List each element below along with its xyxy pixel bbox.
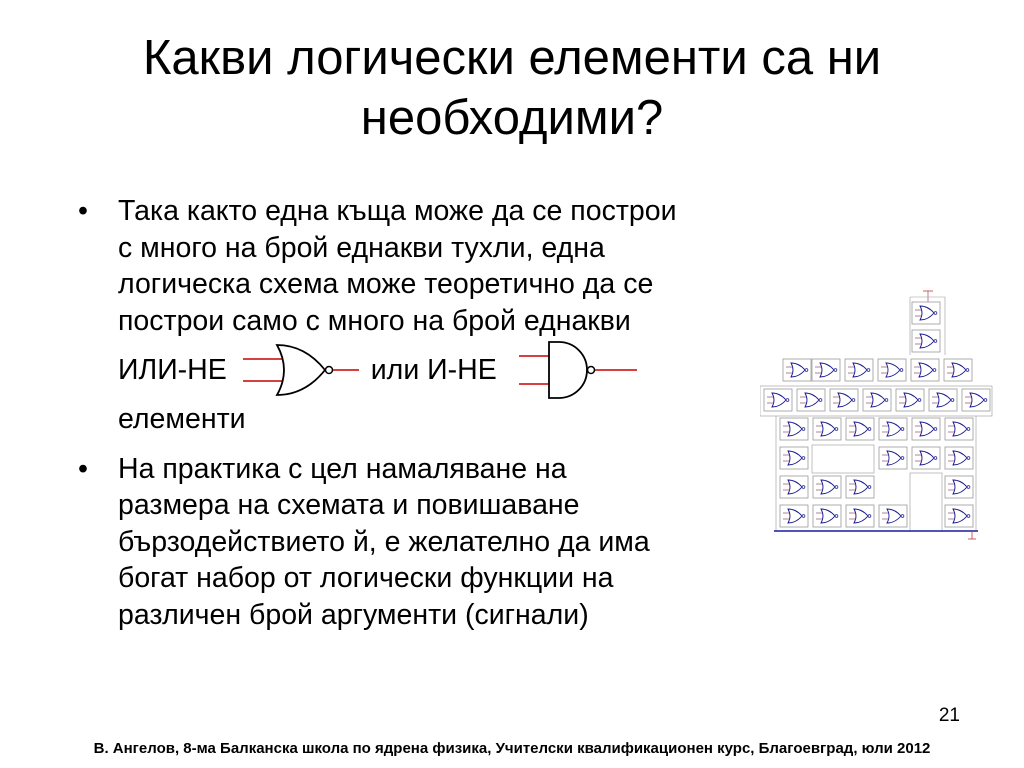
nor-output-bubble [325, 367, 332, 374]
bullet-line: размера на схемата и повишаване [118, 489, 580, 521]
gate-cell [780, 447, 808, 469]
gate-cell-bubble [868, 486, 871, 489]
gate-cell [945, 418, 973, 440]
gate-cell [783, 359, 811, 381]
gate-cell [878, 359, 906, 381]
nand-gate-icon [517, 339, 639, 401]
gate-cell [911, 359, 939, 381]
gate-cell [879, 447, 907, 469]
bullet-line: богат набор от логически функции на [118, 562, 614, 594]
gate-cell-bubble [967, 515, 970, 518]
gate-cell [944, 359, 972, 381]
title-line-1: Какви логически елементи са ни [142, 31, 882, 85]
gate-cell [863, 389, 891, 411]
gate-cell [846, 476, 874, 498]
gate-cell [912, 302, 940, 324]
gate-cell [879, 505, 907, 527]
gate-cell-bubble [966, 369, 969, 372]
nor-gate-body [277, 345, 325, 395]
gate-cell [896, 389, 924, 411]
gate-cell-bubble [967, 428, 970, 431]
gate-cell [879, 418, 907, 440]
slide-title [40, 28, 984, 148]
bullet-line: елементи [118, 403, 246, 435]
gate-cell [780, 505, 808, 527]
gate-cell [830, 389, 858, 411]
gate-cell-bubble [934, 312, 937, 315]
gate-cell-bubble [951, 399, 954, 402]
bullet-line: Така както една къща може да се построи [118, 195, 677, 227]
gate-house-icon [760, 285, 1000, 545]
bullet-line: логическа схема може теоретично да се [118, 268, 654, 300]
gate-cell-bubble [802, 428, 805, 431]
gate-cell [780, 476, 808, 498]
gate-cell-bubble [901, 515, 904, 518]
door-frame [910, 473, 942, 531]
bullet-item-1 [78, 193, 778, 438]
gate-cell-bubble [852, 399, 855, 402]
gate-cell-bubble [918, 399, 921, 402]
gate-cell-bubble [901, 457, 904, 460]
gate-cell-bubble [835, 428, 838, 431]
footer-credit: В. Ангелов, 8-ма Балканска школа по ядрена физика, Учителски квалификационен курс, Благоевград, юли 2012 [93, 740, 931, 757]
gate-cell-bubble [835, 486, 838, 489]
gate-cell [813, 476, 841, 498]
nand-gate-body [549, 342, 587, 398]
gate-cell [912, 447, 940, 469]
bullet-list [78, 193, 778, 646]
gate-cell-bubble [967, 486, 970, 489]
gate-cell-bubble [868, 428, 871, 431]
gate-cell [846, 505, 874, 527]
gate-cell [846, 418, 874, 440]
gate-cell [912, 330, 940, 352]
bullet-line: различен брой аргументи (сигнали) [118, 598, 589, 631]
bullet-line-with-gates [118, 339, 778, 401]
gate-cell-bubble [984, 399, 987, 402]
bullet-line: с много на брой еднакви тухли, една [118, 231, 605, 264]
gate-cell [797, 389, 825, 411]
gate-cell-bubble [819, 399, 822, 402]
gate-cell-bubble [934, 428, 937, 431]
gate-cell [813, 418, 841, 440]
bullet-item-2 [78, 451, 778, 634]
gate-cell-bubble [802, 457, 805, 460]
bullet-line: На практика с цел намаляване на [118, 452, 567, 485]
bullet-line: бързодействието й, е желателно да има [118, 525, 650, 558]
nor-gate-icon [241, 342, 361, 398]
gate-cell [764, 389, 792, 411]
gate-cell-bubble [835, 515, 838, 518]
nand-output-bubble [587, 367, 594, 374]
gate-cell [945, 505, 973, 527]
gate-cell [812, 359, 840, 381]
nor-label: ИЛИ-НЕ [118, 353, 227, 386]
nand-label: или И-НЕ [370, 353, 497, 386]
bullet-marker: • [78, 195, 88, 227]
gate-cell-bubble [805, 369, 808, 372]
gate-cell-bubble [900, 369, 903, 372]
gate-cell-bubble [867, 369, 870, 372]
gate-cell [813, 505, 841, 527]
gate-cell [780, 418, 808, 440]
title-line-2: необходими? [360, 91, 664, 145]
gate-cell-bubble [786, 399, 789, 402]
gate-cell [845, 359, 873, 381]
gate-cell-bubble [802, 486, 805, 489]
gate-cell-bubble [934, 340, 937, 343]
page-number: 21 [938, 705, 960, 726]
gate-cell [912, 418, 940, 440]
gate-cell-bubble [802, 515, 805, 518]
gate-cell-bubble [834, 369, 837, 372]
bullet-line: построи само с много на брой еднакви [118, 304, 631, 337]
window-frame [812, 445, 874, 473]
gate-cell [945, 447, 973, 469]
gate-cell-bubble [885, 399, 888, 402]
bullet-marker: • [78, 452, 88, 485]
gate-cell [929, 389, 957, 411]
gate-cell-bubble [868, 515, 871, 518]
gate-cell-bubble [933, 369, 936, 372]
gate-cell-bubble [901, 428, 904, 431]
gate-cell [945, 476, 973, 498]
gate-cell-bubble [934, 457, 937, 460]
gate-cell-bubble [967, 457, 970, 460]
gate-cell [962, 389, 990, 411]
